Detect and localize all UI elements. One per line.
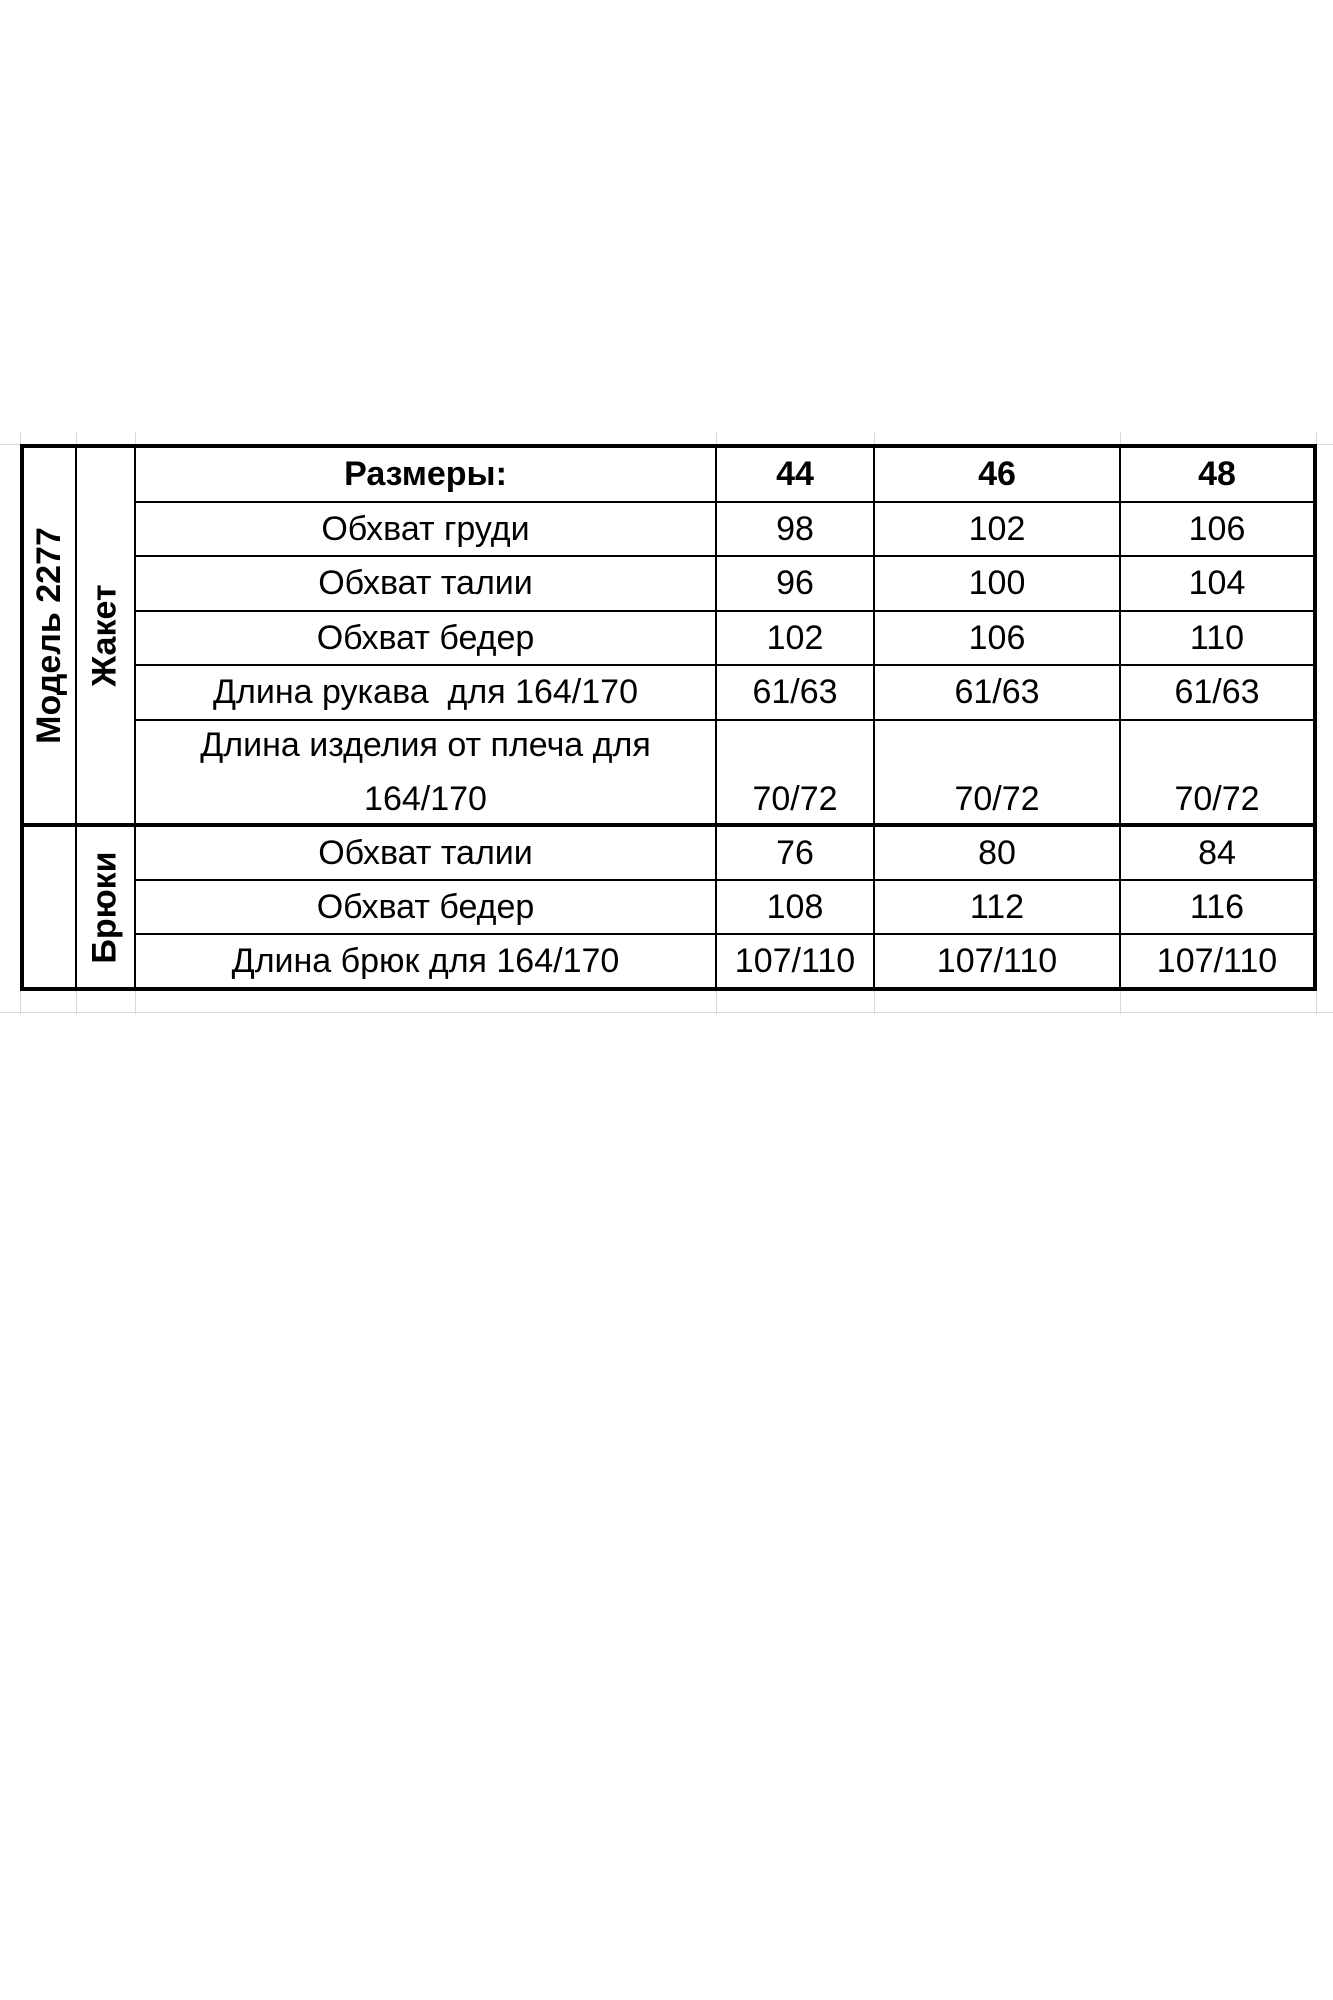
measure-value: 110 xyxy=(1189,618,1245,657)
trousers-section-cell xyxy=(77,827,134,987)
size-chart-table xyxy=(20,444,1317,991)
measure-value: 61/63 xyxy=(954,673,1040,711)
measure-value: 116 xyxy=(1189,887,1245,926)
measure-value: 112 xyxy=(969,887,1025,926)
measure-label-line: 164/170 xyxy=(364,780,487,818)
measure-value: 108 xyxy=(766,887,824,926)
measure-value: 70/72 xyxy=(752,780,838,818)
measure-value: 70/72 xyxy=(954,780,1040,818)
measure-value: 84 xyxy=(1198,833,1236,872)
measure-label: Длина рукава для 164/170 xyxy=(213,673,638,711)
measure-value: 106 xyxy=(968,618,1026,657)
measure-value: 100 xyxy=(968,564,1026,602)
measure-value: 98 xyxy=(776,509,814,548)
measure-label: Обхват бедер xyxy=(316,887,535,926)
measure-value: 61/63 xyxy=(752,673,838,711)
jacket-section-label: Жакет xyxy=(86,584,124,687)
measure-value: 96 xyxy=(776,564,814,602)
measure-label-multiline xyxy=(136,721,715,823)
size-header: 48 xyxy=(1198,455,1236,493)
measure-label-line: Длина изделия от плеча для xyxy=(200,726,651,764)
jacket-section-cell xyxy=(77,448,134,823)
measure-label: Длина брюк для 164/170 xyxy=(231,941,620,980)
measure-value: 106 xyxy=(1188,509,1246,548)
model-label: Модель 2277 xyxy=(30,527,68,744)
measure-value: 107/110 xyxy=(734,941,856,980)
size-header: 46 xyxy=(978,455,1016,493)
trousers-section-label: Брюки xyxy=(86,850,125,964)
measure-value: 107/110 xyxy=(1156,941,1278,980)
measure-value: 76 xyxy=(776,833,814,872)
measure-value: 80 xyxy=(978,833,1016,872)
measure-label: Обхват груди xyxy=(321,509,530,548)
gridline xyxy=(0,1012,1333,1013)
measure-value: 102 xyxy=(766,618,824,657)
measure-value: 107/110 xyxy=(936,941,1058,980)
measure-label: Обхват талии xyxy=(318,833,533,872)
measure-value: 102 xyxy=(968,509,1026,548)
model-label-cell xyxy=(24,448,75,823)
size-header: 44 xyxy=(776,455,814,493)
measure-value: 61/63 xyxy=(1174,673,1260,711)
header-label: Размеры: xyxy=(344,455,507,493)
measure-label: Обхват бедер xyxy=(316,618,535,657)
measure-value: 70/72 xyxy=(1174,780,1260,818)
measure-label: Обхват талии xyxy=(318,564,533,602)
measure-value: 104 xyxy=(1188,564,1246,602)
